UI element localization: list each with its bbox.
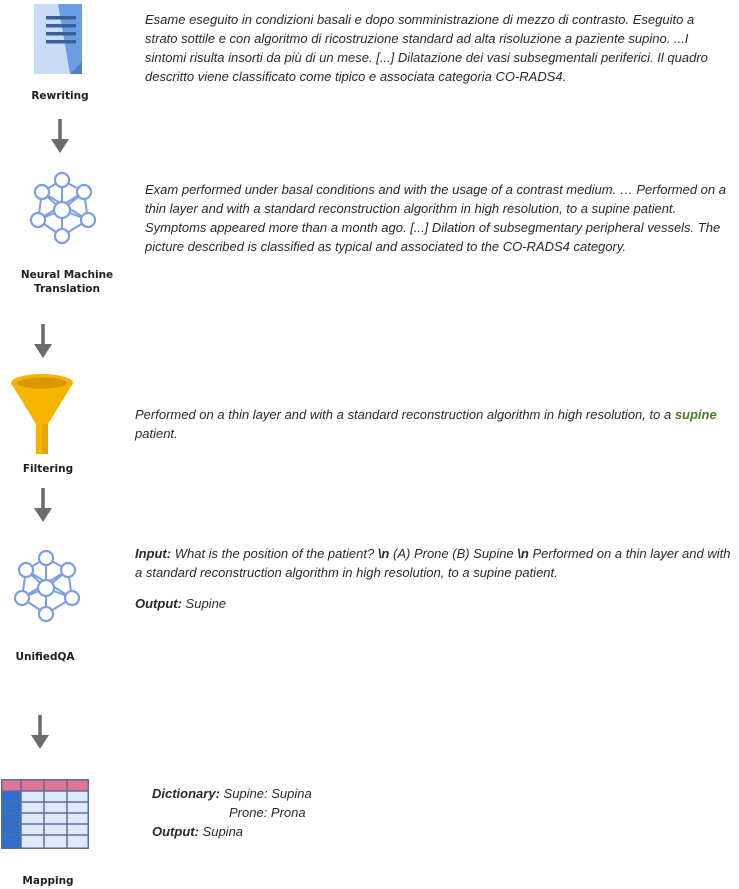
dictionary-entry: Prone: Prona: [229, 805, 306, 820]
down-arrow-icon: [31, 322, 55, 360]
step-label-translation: Neural Machine Translation: [20, 269, 114, 295]
output-label: Output:: [135, 596, 182, 611]
input-context: Performed on a thin layer and with a standard reconstruction algorithm in high resolution, to a supine patient.: [135, 546, 731, 580]
output-value: Supine: [185, 596, 227, 611]
newline-token: \n: [517, 546, 529, 561]
table-icon: [1, 779, 89, 849]
down-arrow-icon: [48, 117, 72, 155]
input-question: What is the position of the patient?: [174, 546, 375, 561]
dictionary-entry: Supine: Supina: [223, 786, 312, 801]
input-label: Input:: [135, 546, 172, 561]
step-text-mapping: [152, 784, 552, 841]
output-value: Supina: [202, 824, 244, 839]
neural-network-icon: [24, 170, 100, 246]
newline-token: \n: [377, 546, 390, 561]
step-label-unifiedqa: UnifiedQA: [15, 651, 75, 663]
step-text-rewriting: Esame eseguito in condizioni basali e dopo somministrazione di mezzo di contrasto. Eseguito a strato sottile e con algoritmo di ricostruzione standard ad alta risoluzione a paziente supino. ...I sintomi risulta insorti da più di un mese. [...] Dilatazione dei vasi subsegmentali periferici. Il quadro descritto viene classificato come tipico e associata categoria CO-RADS4.: [145, 12, 708, 84]
document-icon: [28, 0, 88, 80]
dictionary-label: Dictionary:: [152, 786, 220, 801]
highlight-keyword: supine: [674, 407, 717, 422]
step-text-unifiedqa: [135, 544, 733, 613]
step-label-rewriting: Rewriting: [31, 90, 89, 102]
step-label-mapping: Mapping: [22, 875, 74, 887]
neural-network-icon: [8, 548, 84, 624]
step-label-filtering: Filtering: [22, 463, 74, 475]
step-text-translation: Exam performed under basal conditions and with the usage of a contrast medium. … Performed on a thin layer and with a standard reconstruction algorithm in high resolution, to a supine patient. Symptoms appeared more than a month ago. [...] Dilation of subsegmentary peripheral vessels. The picture described is classified as typical and associated to the CO-RADS4 category.: [145, 182, 726, 254]
input-options: (A) Prone (B) Supine: [393, 546, 514, 561]
funnel-icon: [8, 372, 76, 458]
down-arrow-icon: [31, 486, 55, 524]
filtered-sentence: Performed on a thin layer and with a standard reconstruction algorithm in high resolution, to a: [135, 407, 672, 422]
output-label: Output:: [152, 824, 199, 839]
down-arrow-icon: [28, 713, 52, 751]
filtered-sentence-end: patient.: [135, 426, 178, 441]
step-text-filtering: [135, 405, 730, 443]
